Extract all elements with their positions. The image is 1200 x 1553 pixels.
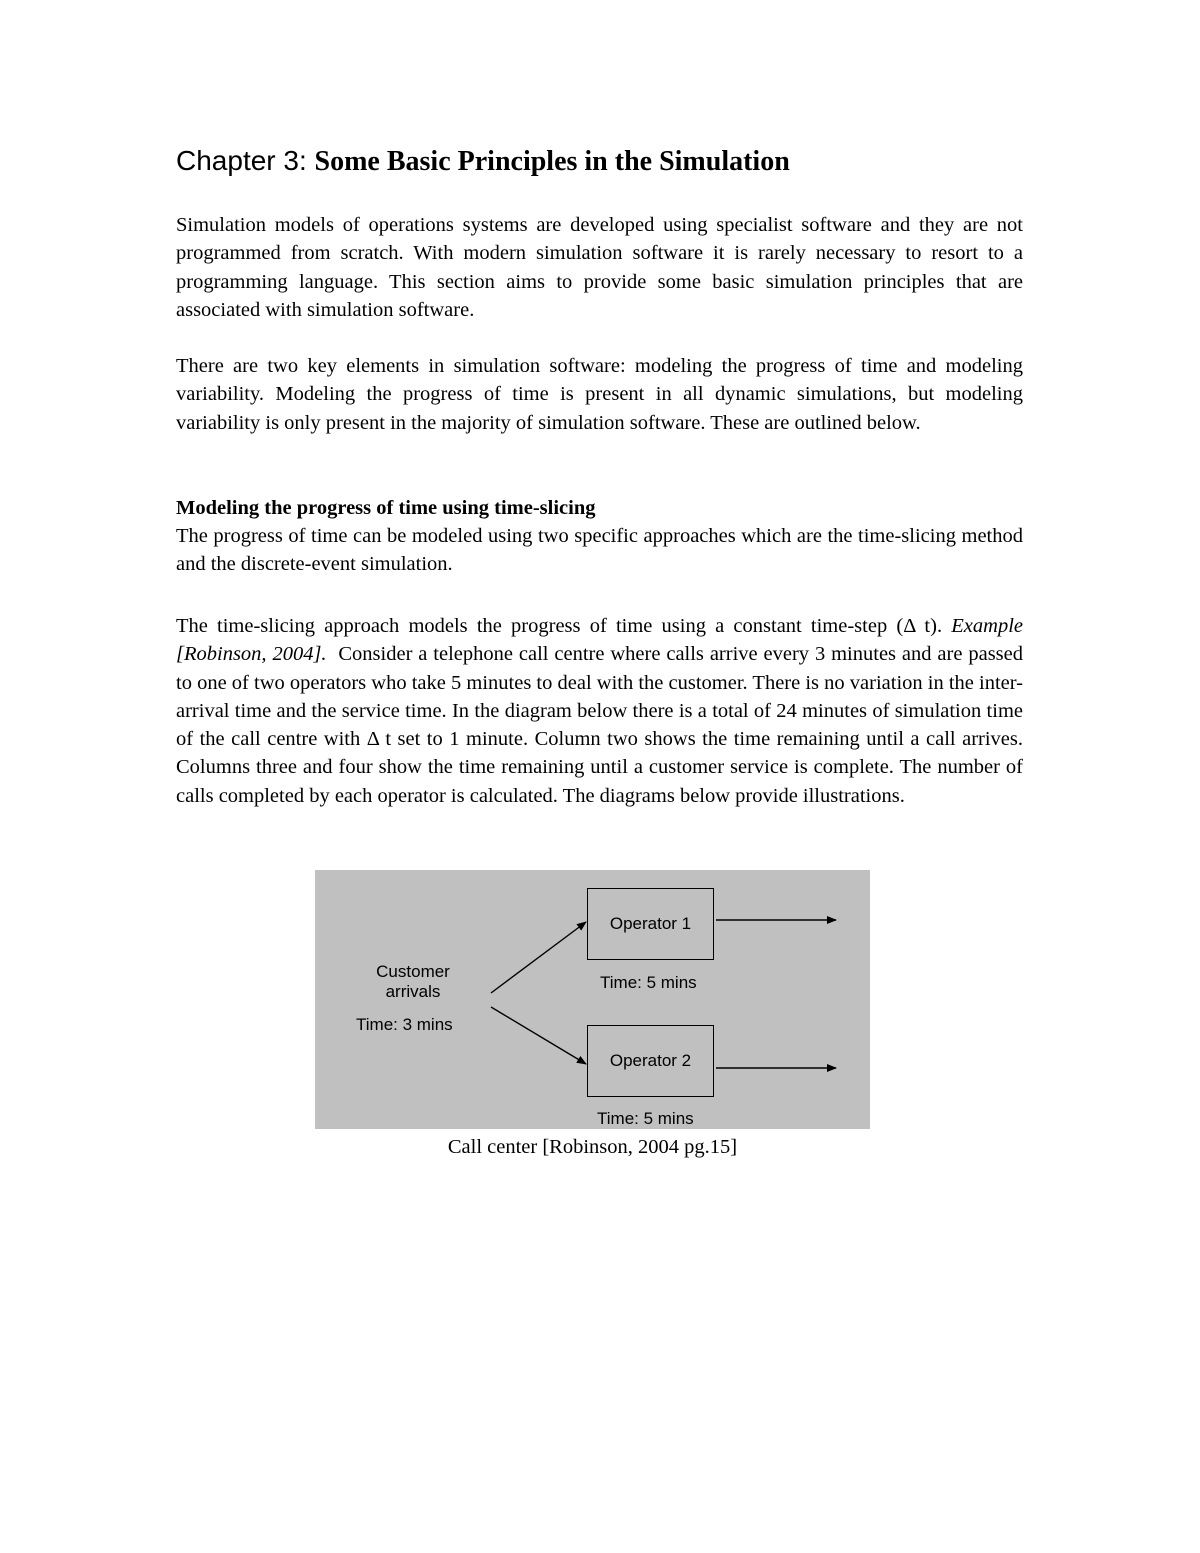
customer-label-line2: arrivals — [385, 982, 441, 1001]
operator2-time-label: Time: 5 mins — [597, 1109, 694, 1128]
diagram-caption: Call center [Robinson, 2004 pg.15] — [447, 1136, 738, 1158]
operator1-time-label: Time: 5 mins — [600, 973, 697, 992]
time-slicing-body: Consider a telephone call centre where calls arrive every 3 minutes and are passed to one of two operators who take 5 minutes to deal with the customer. There is no variation in the inter-arrival time and the service time. In the diagram below there is a total of 24 minutes of simulation time of the call centre with Δ t set to 1 minute. Column two shows the time remaining until a call arrives. Columns three and four show the time remaining until a customer service is complete. The number of calls completed by each operator is calculated. The diagrams below provide illustrations. — [176, 643, 1024, 807]
chapter-label: Chapter 3: — [176, 145, 315, 176]
operator1-box — [587, 888, 714, 960]
time-slicing-intro: The time-slicing approach models the progress of time using a constant time-step (Δ t). — [176, 615, 943, 637]
customer-time-label: Time: 3 mins — [356, 1015, 453, 1034]
approaches-paragraph: The progress of time can be modeled using two specific approaches which are the time-slicing method and the discrete-event simulation. — [176, 525, 1023, 576]
intro-paragraph: Simulation models of operations systems are developed using specialist software and they are not programmed from scratch. With modern simulation software it is rarely necessary to resort to a programming language. This section aims to provide some basic simulation principles that are associated with simulation software. — [176, 214, 1023, 321]
example-citation: Example [Robinson, 2004]. — [176, 615, 1024, 666]
operator2-box — [587, 1025, 714, 1097]
key-elements-paragraph: There are two key elements in simulation software: modeling the progress of time and modeling variability. Modeling the progress of time is present in all dynamic simulations, but modeling variability is only present in the majority of simulation software. These are outlined below. — [176, 355, 1023, 434]
arrival-to-operator1-arrow — [491, 922, 586, 993]
operator1-label: Operator 1 — [609, 914, 692, 933]
section-heading: Modeling the progress of time using time-slicing — [176, 497, 596, 519]
customer-arrivals-label — [351, 962, 475, 1002]
operator2-label: Operator 2 — [609, 1051, 692, 1070]
time-slicing-paragraph — [176, 612, 1023, 810]
arrival-to-operator2-arrow — [491, 1007, 586, 1064]
customer-label-line1: Customer — [376, 962, 450, 981]
call-centre-diagram — [315, 870, 870, 1129]
page-title — [176, 143, 1036, 180]
chapter-title: Some Basic Principles in the Simulation — [314, 146, 790, 177]
